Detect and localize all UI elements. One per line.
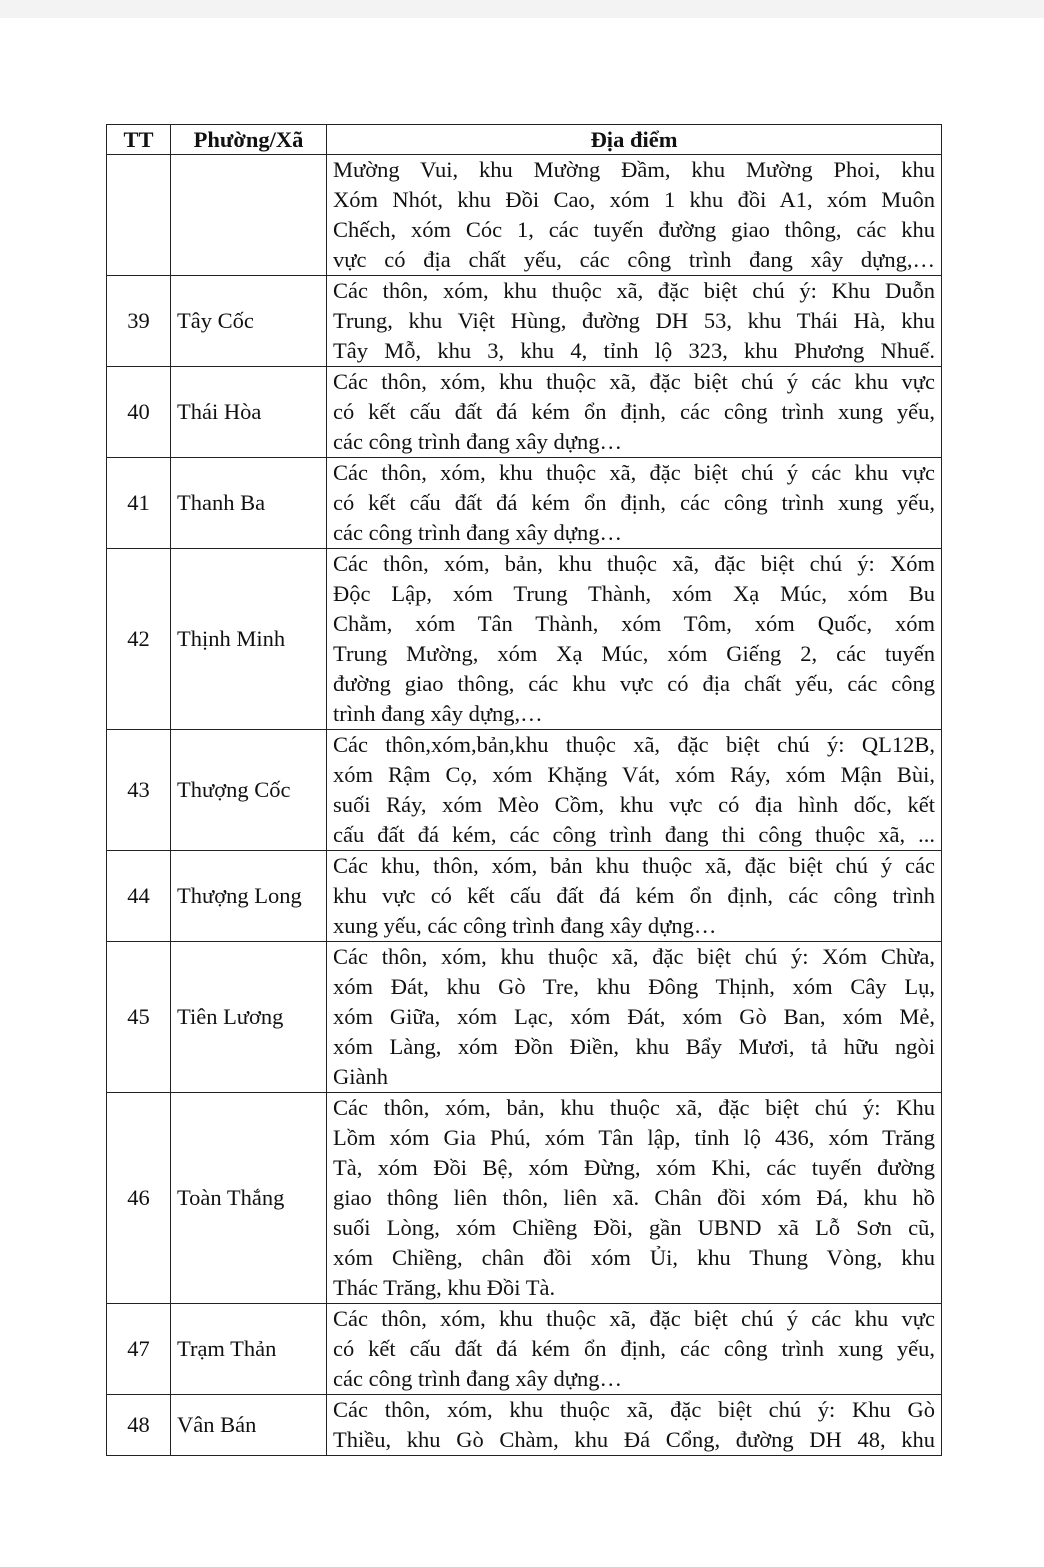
row-number: 43	[107, 730, 171, 851]
ward-name: Thái Hòa	[171, 367, 327, 458]
ward-name: Vân Bán	[171, 1395, 327, 1456]
location-line: suối Ráy, xóm Mèo Cồm, khu vực có địa hình dốc, kết	[333, 792, 935, 817]
location-line: Các thôn, xóm, khu thuộc xã, đặc biệt chú ý: Khu Gò	[333, 1397, 935, 1422]
location-line: đường giao thông, các khu vực có địa chất yếu, các công	[333, 671, 935, 696]
location-line: Chằm, xóm Tân Thành, xóm Tôm, xóm Quốc, xóm	[333, 611, 935, 636]
location-line: Các thôn, xóm, bản, khu thuộc xã, đặc biệt chú ý: Khu	[333, 1095, 935, 1120]
location-line: xóm Chiềng, chân đồi xóm Ủi, khu Thung Vòng, khu	[333, 1245, 935, 1270]
row-number: 41	[107, 458, 171, 549]
location-line: các công trình đang xây dựng…	[333, 429, 622, 454]
location-line: xóm Làng, xóm Đồn Điền, khu Bẩy Mươi, tả hữu ngòi	[333, 1034, 935, 1059]
location-line: cấu đất đá kém, các công trình đang thi công thuộc xã, ...	[333, 822, 935, 847]
location-cell	[327, 458, 942, 549]
location-cell	[327, 367, 942, 458]
row-number	[107, 155, 171, 276]
location-line: Các khu, thôn, xóm, bản khu thuộc xã, đặc biệt chú ý các	[333, 853, 935, 878]
table-row	[107, 1093, 942, 1304]
table-row	[107, 155, 942, 276]
location-line: có kết cấu đất đá kém ổn định, các công trình xung yếu,	[333, 399, 935, 424]
table-row	[107, 1304, 942, 1395]
location-cell	[327, 155, 942, 276]
location-line: Các thôn, xóm, khu thuộc xã, đặc biệt chú ý các khu vực	[333, 460, 935, 485]
row-number: 47	[107, 1304, 171, 1395]
location-line: Các thôn, xóm, bản, khu thuộc xã, đặc biệt chú ý: Xóm	[333, 551, 935, 576]
location-line: Thiều, khu Gò Chàm, khu Đá Cổng, đường DH 48, khu	[333, 1427, 935, 1452]
table-row	[107, 851, 942, 942]
location-line: xóm Rậm Cọ, xóm Khặng Vát, xóm Ráy, xóm Mận Bùi,	[333, 762, 935, 787]
location-cell	[327, 1395, 942, 1456]
location-cell	[327, 1304, 942, 1395]
location-line: Chếch, xóm Cóc 1, các tuyến đường giao thông, các khu	[333, 217, 935, 242]
row-number: 46	[107, 1093, 171, 1304]
header-ward: Phường/Xã	[171, 125, 327, 155]
location-line: có kết cấu đất đá kém ổn định, các công trình xung yếu,	[333, 1336, 935, 1361]
location-cell	[327, 1093, 942, 1304]
ward-name: Trạm Thản	[171, 1304, 327, 1395]
location-line: Xóm Nhót, khu Đồi Cao, xóm 1 khu đồi A1, xóm Muôn	[333, 187, 935, 212]
location-line: Trung, khu Việt Hùng, đường DH 53, khu Thái Hà, khu	[333, 308, 935, 333]
ward-name: Toàn Thắng	[171, 1093, 327, 1304]
location-line: có kết cấu đất đá kém ổn định, các công trình xung yếu,	[333, 490, 935, 515]
table-row	[107, 1395, 942, 1456]
location-line: các công trình đang xây dựng…	[333, 520, 622, 545]
ward-name	[171, 155, 327, 276]
header-tt: TT	[107, 125, 171, 155]
table-row	[107, 458, 942, 549]
location-cell	[327, 549, 942, 730]
location-line: xóm Đát, khu Gò Tre, khu Đông Thịnh, xóm Cây Lụ,	[333, 974, 935, 999]
table-body	[107, 155, 942, 1456]
row-number: 40	[107, 367, 171, 458]
header-location: Địa điểm	[327, 125, 942, 155]
location-line: Thác Trăng, khu Đồi Tà.	[333, 1275, 556, 1300]
location-cell	[327, 851, 942, 942]
ward-name: Tiên Lương	[171, 942, 327, 1093]
location-line: Các thôn, xóm, khu thuộc xã, đặc biệt chú ý các khu vực	[333, 369, 935, 394]
location-line: trình đang xây dựng,…	[333, 701, 543, 726]
table-row	[107, 367, 942, 458]
location-line: Lồm xóm Gia Phú, xóm Tân lập, tỉnh lộ 436, xóm Trăng	[333, 1125, 935, 1150]
location-line: Các thôn, xóm, khu thuộc xã, đặc biệt chú ý: Khu Duỗn	[333, 278, 935, 303]
location-line: các công trình đang xây dựng…	[333, 1366, 622, 1391]
ward-name: Thượng Long	[171, 851, 327, 942]
location-line: vực có địa chất yếu, các công trình đang xây dựng,…	[333, 247, 935, 272]
location-cell	[327, 730, 942, 851]
location-line: suối Lòng, xóm Chiềng Đồi, gần UBND xã Lỗ Sơn cũ,	[333, 1215, 935, 1240]
row-number: 39	[107, 276, 171, 367]
ward-name: Thịnh Minh	[171, 549, 327, 730]
location-cell	[327, 276, 942, 367]
location-line: Tây Mỗ, khu 3, khu 4, tỉnh lộ 323, khu Phương Nhuế.	[333, 338, 935, 363]
location-line: xóm Giữa, xóm Lạc, xóm Đát, xóm Gò Ban, xóm Mẻ,	[333, 1004, 935, 1029]
location-line: xung yếu, các công trình đang xây dựng…	[333, 913, 717, 938]
location-line: Trung Mường, xóm Xạ Múc, xóm Giếng 2, các tuyến	[333, 641, 935, 666]
location-line: Các thôn, xóm, khu thuộc xã, đặc biệt chú ý các khu vực	[333, 1306, 935, 1331]
location-line: Các thôn, xóm, khu thuộc xã, đặc biệt chú ý: Xóm Chừa,	[333, 944, 935, 969]
ward-name: Tây Cốc	[171, 276, 327, 367]
location-line: Độc Lập, xóm Trung Thành, xóm Xạ Múc, xóm Bu	[333, 581, 935, 606]
table-row	[107, 730, 942, 851]
location-cell	[327, 942, 942, 1093]
table-row	[107, 276, 942, 367]
row-number: 42	[107, 549, 171, 730]
location-line: Các thôn,xóm,bản,khu thuộc xã, đặc biệt chú ý: QL12B,	[333, 732, 935, 757]
location-line: khu vực có kết cấu đất đá kém ổn định, các công trình	[333, 883, 935, 908]
table-row	[107, 942, 942, 1093]
row-number: 45	[107, 942, 171, 1093]
row-number: 44	[107, 851, 171, 942]
location-line: Mường Vui, khu Mường Đầm, khu Mường Phoi, khu	[333, 157, 935, 182]
location-line: Giành	[333, 1064, 388, 1089]
row-number: 48	[107, 1395, 171, 1456]
location-line: giao thông liên thôn, liên xã. Chân đồi xóm Đá, khu hồ	[333, 1185, 935, 1210]
table-row	[107, 549, 942, 730]
table-header-row	[107, 125, 942, 155]
ward-name: Thượng Cốc	[171, 730, 327, 851]
locations-table	[106, 124, 942, 1456]
ward-name: Thanh Ba	[171, 458, 327, 549]
top-bar	[0, 0, 1044, 18]
location-line: Tà, xóm Đồi Bệ, xóm Đừng, xóm Khi, các tuyến đường	[333, 1155, 935, 1180]
